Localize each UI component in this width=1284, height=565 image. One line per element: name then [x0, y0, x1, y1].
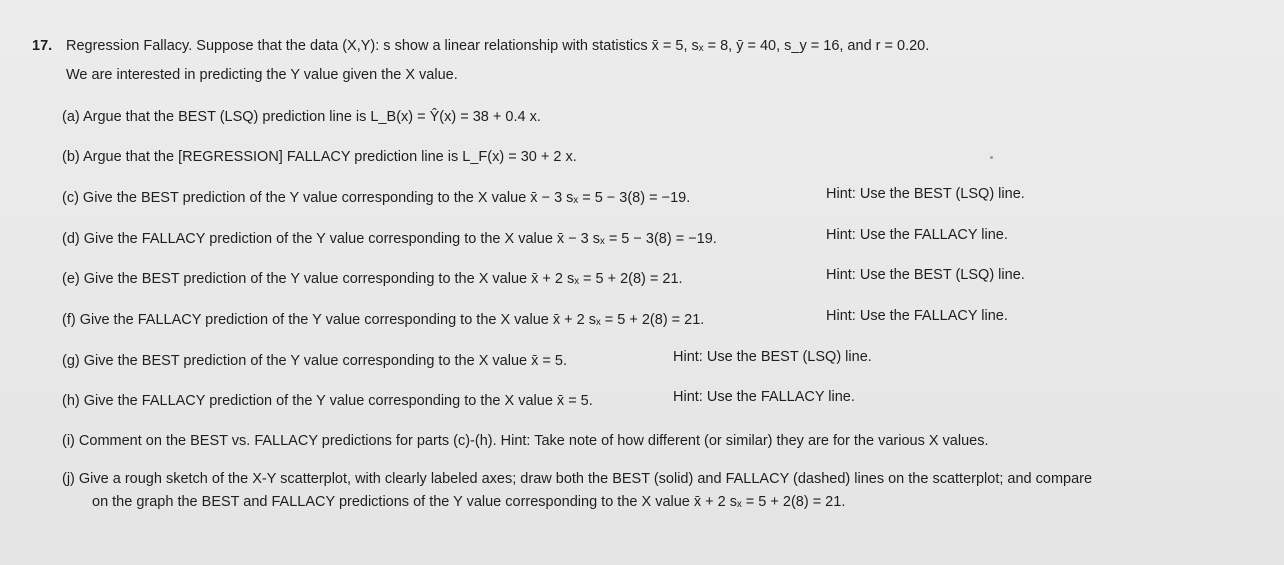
part-b: (b) Argue that the [REGRESSION] FALLACY prediction line is L_F(x) = 30 + 2 x.	[62, 149, 577, 165]
part-e-hint: Hint: Use the BEST (LSQ) line.	[826, 267, 1025, 283]
part-c: (c) Give the BEST prediction of the Y value corresponding to the X value x̄ − 3 sₓ = 5 − 3(8) = −19.	[62, 190, 691, 206]
problem-intro-line-1: Regression Fallacy. Suppose that the data (X,Y): s show a linear relationship with statistics x̄ = 5, sₓ = 8, ȳ = 40, s_y = 16, and r = 0.20.	[66, 38, 930, 54]
part-c-hint: Hint: Use the BEST (LSQ) line.	[826, 186, 1025, 202]
part-f: (f) Give the FALLACY prediction of the Y value corresponding to the X value x̄ + 2 sₓ = 5 + 2(8) = 21.	[62, 312, 705, 328]
part-e: (e) Give the BEST prediction of the Y value corresponding to the X value x̄ + 2 sₓ = 5 + 2(8) = 21.	[62, 271, 683, 287]
part-g: (g) Give the BEST prediction of the Y value corresponding to the X value x̄ = 5.	[62, 353, 567, 369]
part-a: (a) Argue that the BEST (LSQ) prediction line is L_B(x) = Ŷ(x) = 38 + 0.4 x.	[62, 109, 541, 125]
part-h-hint: Hint: Use the FALLACY line.	[673, 389, 855, 405]
part-g-hint: Hint: Use the BEST (LSQ) line.	[673, 349, 872, 365]
part-j-continuation: on the graph the BEST and FALLACY predictions of the Y value corresponding to the X value x̄ + 2 sₓ = 5 + 2(8) = 21.	[92, 494, 846, 510]
part-i: (i) Comment on the BEST vs. FALLACY predictions for parts (c)-(h). Hint: Take note of how different (or similar) they are for the various X values.	[62, 433, 989, 449]
part-d: (d) Give the FALLACY prediction of the Y value corresponding to the X value x̄ − 3 sₓ = 5 − 3(8) = −19.	[62, 231, 717, 247]
part-j: (j) Give a rough sketch of the X-Y scatterplot, with clearly labeled axes; draw both the BEST (solid) and FALLACY (dashed) lines on the scatterplot; and compare	[62, 471, 1093, 487]
problem-intro-line-2: We are interested in predicting the Y value given the X value.	[66, 67, 458, 83]
stray-mark	[990, 156, 993, 159]
part-f-hint: Hint: Use the FALLACY line.	[826, 308, 1008, 324]
part-h: (h) Give the FALLACY prediction of the Y value corresponding to the X value x̄ = 5.	[62, 393, 593, 409]
part-d-hint: Hint: Use the FALLACY line.	[826, 227, 1008, 243]
problem-number: 17.	[32, 38, 53, 54]
